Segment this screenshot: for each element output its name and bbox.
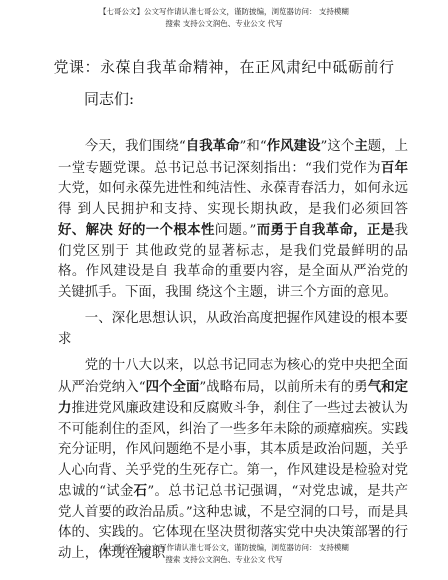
emphasis: 百年 (380, 159, 408, 176)
paragraph-2 (58, 356, 408, 564)
section-heading-1: 一、深化思想认识，从政治高度把握作风建设的根本要求 (58, 311, 408, 347)
text: 大党，如何永葆先进性和纯洁性、永葆青春活力，如何永远得 到人民拥护和支持、实现长期执政，是我们必须回答 (58, 181, 408, 217)
footer-line-2: 搜索 支持公文润色、专业公文 代写 (165, 555, 283, 564)
emphasis: 作风建设 (266, 138, 321, 154)
paragraph-1 (58, 136, 408, 303)
text: 我们党区别于 其他政党的显著标志，是我们党最鲜明的品格。作风建设是自 我革命的重要内容，是全面从严治党的关键抓手。下面，我围 绕这个主题，讲三个方面的意见。 (58, 223, 408, 300)
emphasis: 石 (133, 483, 148, 499)
document-title: 党课：永葆自我革命精神，在正风肃纪中砥砺前行 (53, 58, 395, 76)
header-line-1: 【七哥公文】公文写作请认准七哥公文，谨防披编，浏览器访问： 支持模糊 (99, 7, 349, 16)
text: 题，上一堂专题党课。总书记总书记深刻指出：“我们党作为 (58, 139, 409, 176)
footer-line-1: 【七哥公文】公文写作请认准七哥公文，谨防披编，浏览器访问： 支持模糊 (99, 543, 349, 552)
emphasis: 好、解决 好的一个根本性 (58, 222, 215, 238)
emphasis: 四个全面 (145, 378, 200, 395)
text: 党的十八大以来，以总书记同志为核心的党中央把全面从严治党纳入“ (58, 358, 408, 395)
page-footer (0, 542, 448, 566)
text: ”和“ (239, 139, 267, 154)
emphasis: 气和定力 (58, 378, 408, 416)
greeting: 同志们: (84, 90, 135, 108)
emphasis: 主 (354, 138, 368, 154)
header-line-2: 搜索 支持公文润色、专业公文 代写 (165, 19, 283, 28)
text: 问题。” (214, 223, 257, 238)
text: ”。总书记总书记强调，“对党忠诚，是共产党人首要的政治品质。”这种忠诚，不是空洞的口号，而是具体的、实践的。它体现在坚决贯彻落实党中央决策部署的行动上，体现在履职 (58, 484, 408, 561)
text: 推进党风廉政建设和反腐败斗争，刹住了一些过去被认为不可能刹住的歪风，纠治了一些多年未除的顽瘴痼疾。实践充分证明，作风问题绝不是小事，其本质是政治问题，关乎人心向背、关乎党的生死存亡。第一，作风建设是检验对党忠诚的“试金 (58, 401, 409, 499)
emphasis: 而勇于自我革命，正是 (256, 222, 395, 238)
text: ”这个 (320, 139, 355, 154)
page-header (0, 6, 448, 30)
text: 今天，我们围绕“ (84, 139, 186, 154)
emphasis: 自我革命 (185, 138, 240, 154)
document-body (58, 136, 408, 564)
text: ”战略布局，以前所未有的勇 (199, 379, 368, 395)
